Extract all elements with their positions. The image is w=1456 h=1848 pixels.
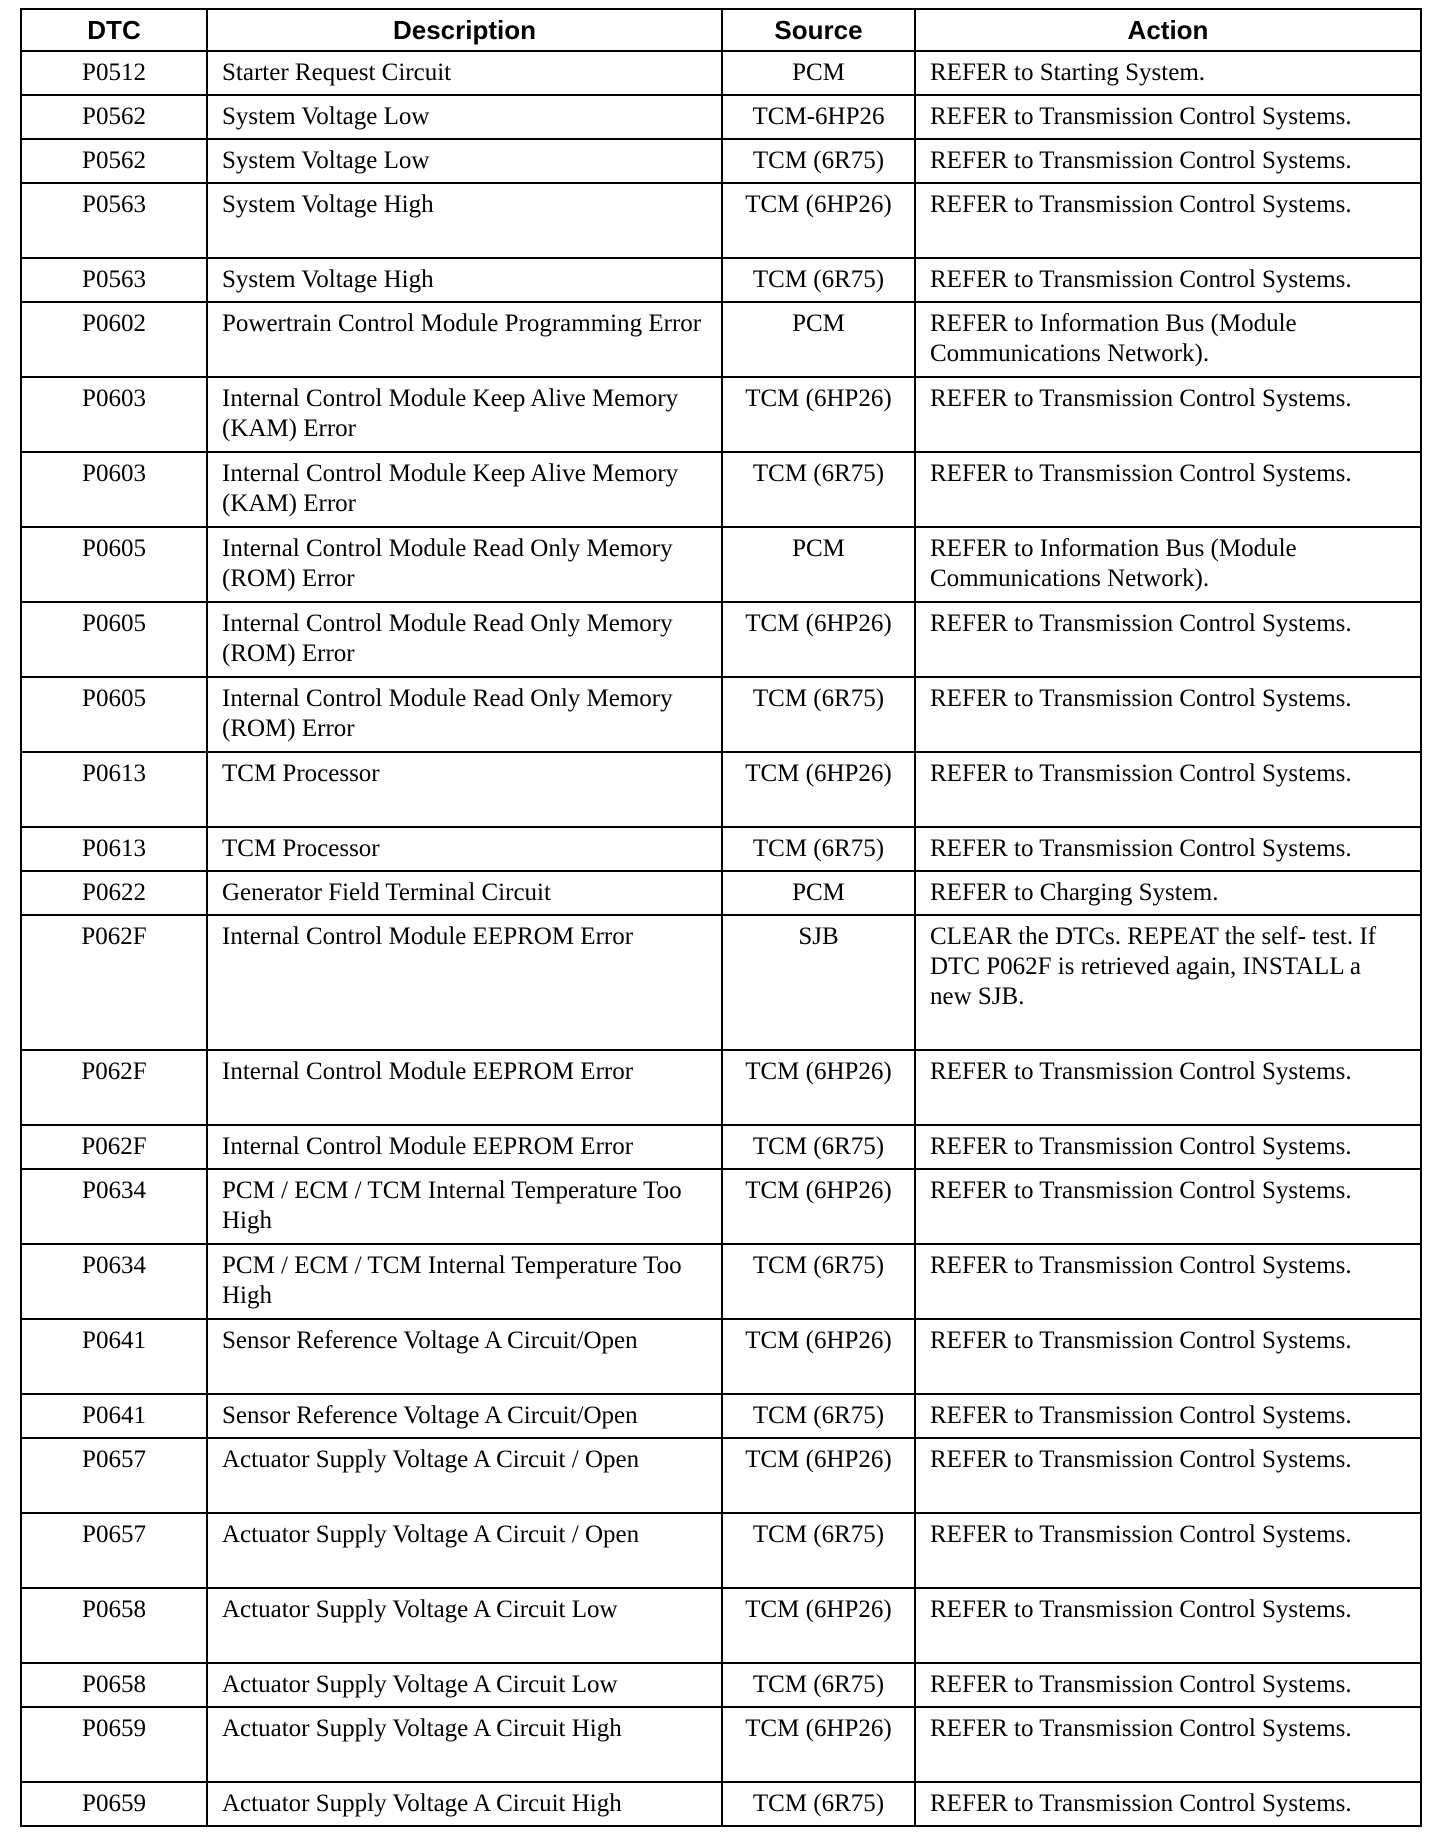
description-cell: TCM Processor — [207, 827, 722, 871]
description-cell: Actuator Supply Voltage A Circuit Low — [207, 1588, 722, 1663]
dtc-code-cell: P0659 — [21, 1707, 207, 1782]
dtc-code-cell: P0603 — [21, 452, 207, 527]
dtc-code-cell: P0613 — [21, 752, 207, 827]
table-row — [21, 1782, 1421, 1826]
dtc-code-cell: P0605 — [21, 677, 207, 752]
source-cell: TCM (6R75) — [722, 1663, 915, 1707]
dtc-code-cell: P062F — [21, 915, 207, 1050]
table-row — [21, 1707, 1421, 1782]
column-header-description: Description — [207, 9, 722, 51]
table-row — [21, 1125, 1421, 1169]
dtc-code-cell: P0512 — [21, 51, 207, 95]
source-cell: TCM-6HP26 — [722, 95, 915, 139]
description-cell: Internal Control Module Read Only Memory (ROM) Error — [207, 527, 722, 602]
source-cell: TCM (6R75) — [722, 452, 915, 527]
table-row — [21, 915, 1421, 1050]
action-cell: REFER to Transmission Control Systems. — [915, 1588, 1421, 1663]
dtc-code-cell: P0613 — [21, 827, 207, 871]
source-cell: TCM (6HP26) — [722, 752, 915, 827]
description-cell: Sensor Reference Voltage A Circuit/Open — [207, 1319, 722, 1394]
dtc-code-cell: P0659 — [21, 1782, 207, 1826]
action-cell: REFER to Transmission Control Systems. — [915, 1663, 1421, 1707]
dtc-code-cell: P0562 — [21, 95, 207, 139]
description-cell: Actuator Supply Voltage A Circuit / Open — [207, 1513, 722, 1588]
description-cell: Actuator Supply Voltage A Circuit High — [207, 1707, 722, 1782]
description-cell: Actuator Supply Voltage A Circuit Low — [207, 1663, 722, 1707]
table-row — [21, 452, 1421, 527]
dtc-code-cell: P0603 — [21, 377, 207, 452]
description-cell: PCM / ECM / TCM Internal Temperature Too High — [207, 1169, 722, 1244]
table-row — [21, 1394, 1421, 1438]
action-cell: REFER to Transmission Control Systems. — [915, 1513, 1421, 1588]
source-cell: TCM (6HP26) — [722, 1707, 915, 1782]
source-cell: TCM (6R75) — [722, 258, 915, 302]
description-cell: Starter Request Circuit — [207, 51, 722, 95]
action-cell: REFER to Transmission Control Systems. — [915, 452, 1421, 527]
dtc-code-cell: P0658 — [21, 1588, 207, 1663]
action-cell: REFER to Transmission Control Systems. — [915, 1125, 1421, 1169]
description-cell: System Voltage High — [207, 258, 722, 302]
table-row — [21, 302, 1421, 377]
action-cell: REFER to Transmission Control Systems. — [915, 1707, 1421, 1782]
table-row — [21, 377, 1421, 452]
source-cell: TCM (6HP26) — [722, 1588, 915, 1663]
action-cell: REFER to Transmission Control Systems. — [915, 1438, 1421, 1513]
description-cell: Sensor Reference Voltage A Circuit/Open — [207, 1394, 722, 1438]
dtc-table-sheet — [20, 8, 1420, 1827]
source-cell: PCM — [722, 527, 915, 602]
table-row — [21, 827, 1421, 871]
source-cell: TCM (6HP26) — [722, 1438, 915, 1513]
description-cell: PCM / ECM / TCM Internal Temperature Too High — [207, 1244, 722, 1319]
column-header-dtc: DTC — [21, 9, 207, 51]
action-cell: REFER to Transmission Control Systems. — [915, 827, 1421, 871]
table-row — [21, 527, 1421, 602]
action-cell: REFER to Transmission Control Systems. — [915, 602, 1421, 677]
table-row — [21, 677, 1421, 752]
dtc-code-cell: P0563 — [21, 183, 207, 258]
source-cell: TCM (6R75) — [722, 1125, 915, 1169]
description-cell: Internal Control Module Keep Alive Memory (KAM) Error — [207, 452, 722, 527]
table-row — [21, 1050, 1421, 1125]
source-cell: PCM — [722, 302, 915, 377]
dtc-code-cell: P062F — [21, 1125, 207, 1169]
dtc-code-cell: P0657 — [21, 1513, 207, 1588]
table-row — [21, 183, 1421, 258]
dtc-code-cell: P0641 — [21, 1319, 207, 1394]
column-header-action: Action — [915, 9, 1421, 51]
action-cell: REFER to Information Bus (Module Communications Network). — [915, 527, 1421, 602]
action-cell: REFER to Transmission Control Systems. — [915, 377, 1421, 452]
table-row — [21, 752, 1421, 827]
dtc-code-cell: P0634 — [21, 1244, 207, 1319]
source-cell: TCM (6HP26) — [722, 377, 915, 452]
source-cell: TCM (6R75) — [722, 1513, 915, 1588]
table-row — [21, 1319, 1421, 1394]
description-cell: System Voltage Low — [207, 139, 722, 183]
dtc-code-cell: P062F — [21, 1050, 207, 1125]
description-cell: Powertrain Control Module Programming Error — [207, 302, 722, 377]
description-cell: Internal Control Module Keep Alive Memory (KAM) Error — [207, 377, 722, 452]
table-header-row — [21, 9, 1421, 51]
table-row — [21, 1513, 1421, 1588]
source-cell: TCM (6HP26) — [722, 1319, 915, 1394]
table-row — [21, 139, 1421, 183]
action-cell: REFER to Transmission Control Systems. — [915, 183, 1421, 258]
dtc-code-cell: P0605 — [21, 527, 207, 602]
table-row — [21, 1169, 1421, 1244]
source-cell: SJB — [722, 915, 915, 1050]
dtc-code-cell: P0657 — [21, 1438, 207, 1513]
description-cell: Actuator Supply Voltage A Circuit High — [207, 1782, 722, 1826]
action-cell: REFER to Transmission Control Systems. — [915, 139, 1421, 183]
action-cell: REFER to Transmission Control Systems. — [915, 258, 1421, 302]
dtc-code-cell: P0602 — [21, 302, 207, 377]
action-cell: REFER to Starting System. — [915, 51, 1421, 95]
table-row — [21, 1588, 1421, 1663]
source-cell: PCM — [722, 51, 915, 95]
table-row — [21, 258, 1421, 302]
action-cell: REFER to Transmission Control Systems. — [915, 1782, 1421, 1826]
source-cell: TCM (6R75) — [722, 1394, 915, 1438]
action-cell: REFER to Information Bus (Module Communications Network). — [915, 302, 1421, 377]
table-row — [21, 51, 1421, 95]
table-row — [21, 95, 1421, 139]
description-cell: TCM Processor — [207, 752, 722, 827]
source-cell: TCM (6R75) — [722, 827, 915, 871]
description-cell: Internal Control Module Read Only Memory (ROM) Error — [207, 602, 722, 677]
table-row — [21, 1663, 1421, 1707]
action-cell: REFER to Transmission Control Systems. — [915, 1169, 1421, 1244]
description-cell: Internal Control Module Read Only Memory (ROM) Error — [207, 677, 722, 752]
description-cell: Internal Control Module EEPROM Error — [207, 915, 722, 1050]
description-cell: System Voltage High — [207, 183, 722, 258]
description-cell: System Voltage Low — [207, 95, 722, 139]
source-cell: TCM (6R75) — [722, 677, 915, 752]
description-cell: Internal Control Module EEPROM Error — [207, 1125, 722, 1169]
table-row — [21, 1244, 1421, 1319]
source-cell: TCM (6R75) — [722, 1782, 915, 1826]
action-cell: REFER to Transmission Control Systems. — [915, 1394, 1421, 1438]
action-cell: REFER to Transmission Control Systems. — [915, 1244, 1421, 1319]
dtc-code-cell: P0622 — [21, 871, 207, 915]
source-cell: TCM (6R75) — [722, 1244, 915, 1319]
source-cell: PCM — [722, 871, 915, 915]
table-row — [21, 602, 1421, 677]
action-cell: CLEAR the DTCs. REPEAT the self- test. If DTC P062F is retrieved again, INSTALL a new SJB. — [915, 915, 1421, 1050]
action-cell: REFER to Charging System. — [915, 871, 1421, 915]
action-cell: REFER to Transmission Control Systems. — [915, 1319, 1421, 1394]
dtc-code-cell: P0605 — [21, 602, 207, 677]
source-cell: TCM (6HP26) — [722, 602, 915, 677]
description-cell: Actuator Supply Voltage A Circuit / Open — [207, 1438, 722, 1513]
dtc-table — [20, 8, 1422, 1827]
description-cell: Internal Control Module EEPROM Error — [207, 1050, 722, 1125]
table-row — [21, 871, 1421, 915]
table-row — [21, 1438, 1421, 1513]
source-cell: TCM (6HP26) — [722, 183, 915, 258]
dtc-code-cell: P0563 — [21, 258, 207, 302]
action-cell: REFER to Transmission Control Systems. — [915, 1050, 1421, 1125]
dtc-code-cell: P0562 — [21, 139, 207, 183]
column-header-source: Source — [722, 9, 915, 51]
description-cell: Generator Field Terminal Circuit — [207, 871, 722, 915]
dtc-code-cell: P0641 — [21, 1394, 207, 1438]
action-cell: REFER to Transmission Control Systems. — [915, 752, 1421, 827]
dtc-code-cell: P0658 — [21, 1663, 207, 1707]
source-cell: TCM (6R75) — [722, 139, 915, 183]
action-cell: REFER to Transmission Control Systems. — [915, 677, 1421, 752]
dtc-code-cell: P0634 — [21, 1169, 207, 1244]
action-cell: REFER to Transmission Control Systems. — [915, 95, 1421, 139]
source-cell: TCM (6HP26) — [722, 1050, 915, 1125]
source-cell: TCM (6HP26) — [722, 1169, 915, 1244]
